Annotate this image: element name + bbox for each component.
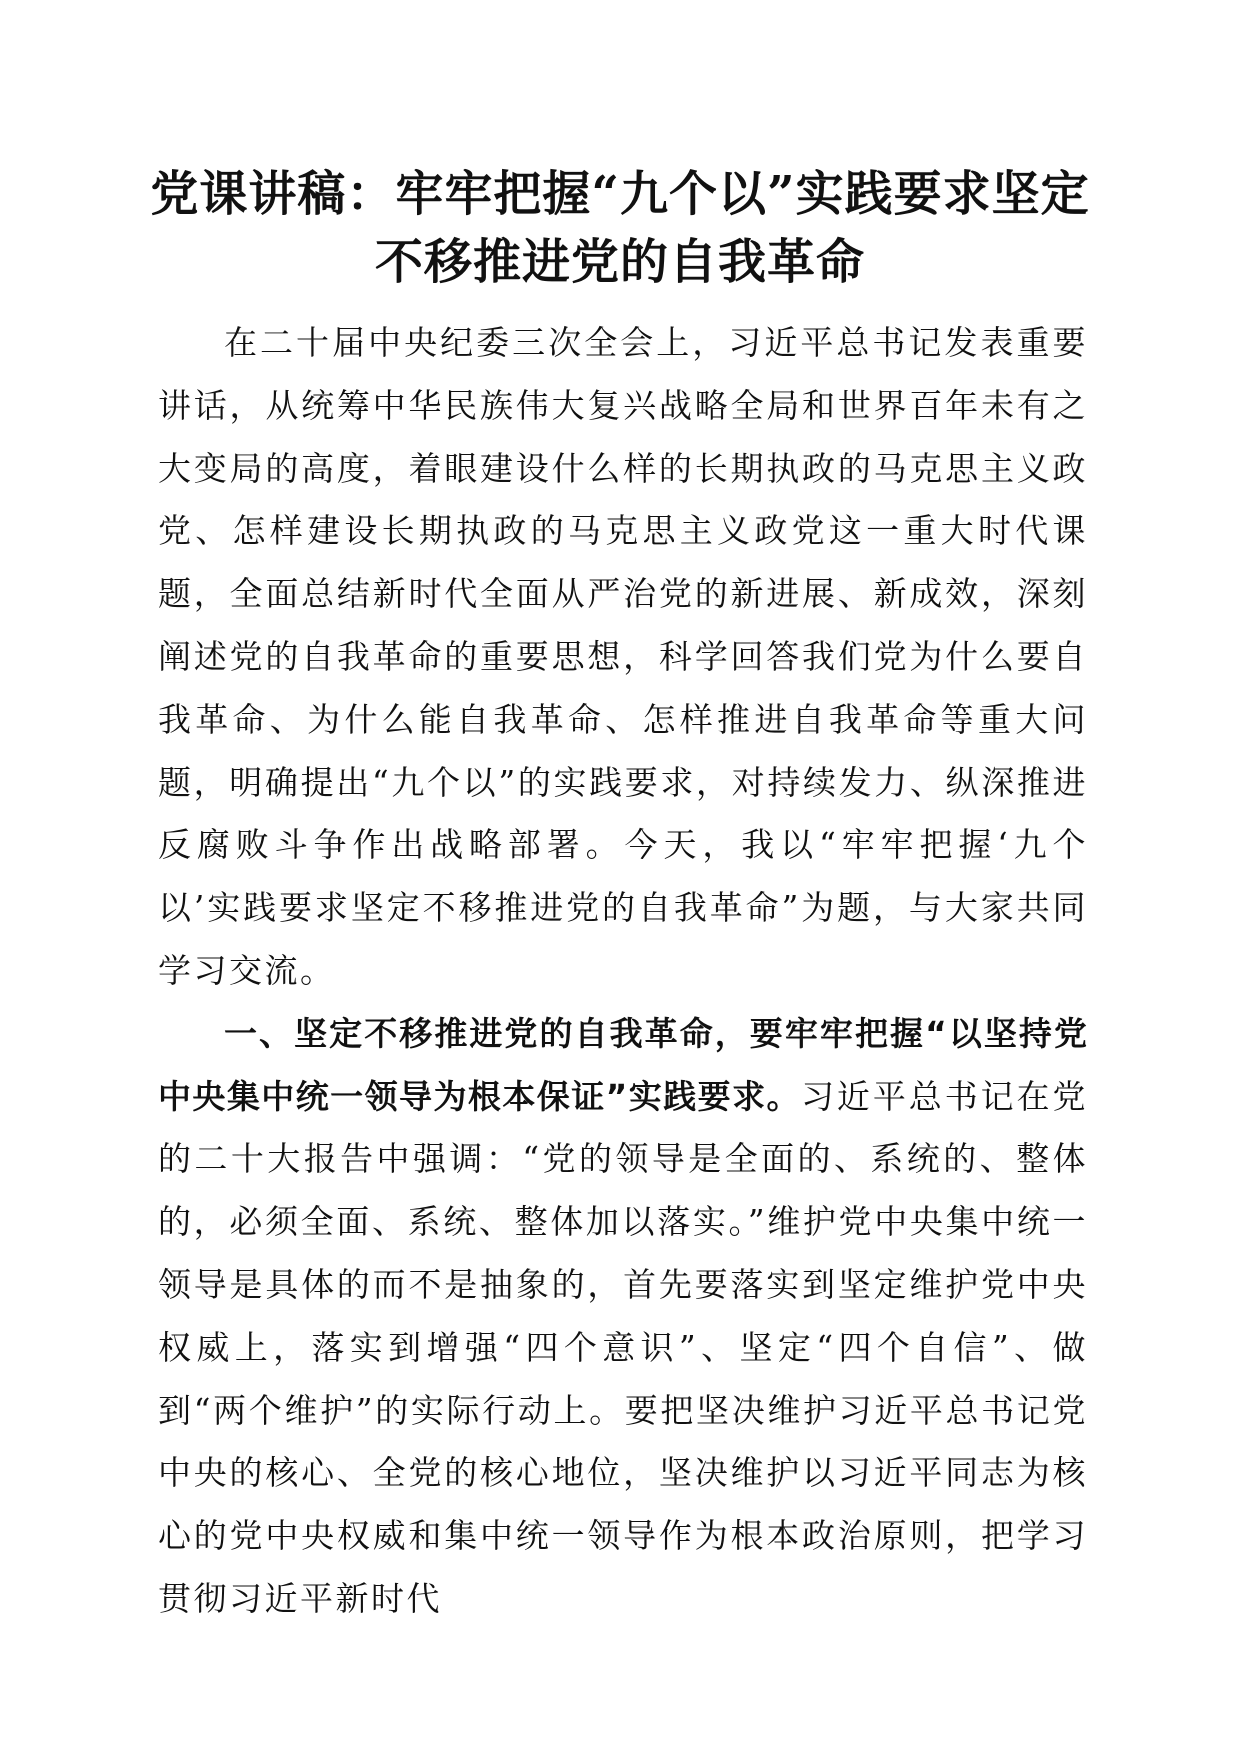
intro-paragraph: 在二十届中央纪委三次全会上，习近平总书记发表重要讲话，从统筹中华民族伟大复兴战略全局和世界百年未有之大变局的高度，着眼建设什么样的长期执政的马克思主义政党、怎样建设长期执政的马克思主义政党这一重大时代课题，全面总结新时代全面从严治党的新进展、新成效，深刻阐述党的自我革命的重要思想，科学回答我们党为什么要自我革命、为什么能自我革命、怎样推进自我革命等重大问题，明确提出“九个以”的实践要求，对持续发力、纵深推进反腐败斗争作出战略部署。今天，我以“牢牢把握‘九个以’实践要求坚定不移推进党的自我革命”为题，与大家共同学习交流。 <box>158 323 1088 990</box>
document-body <box>158 312 1088 1631</box>
title-line-1: 党课讲稿：牢牢把握“九个以”实践要求坚定 <box>150 166 1090 222</box>
section-1-body: 习近平总书记在党的二十大报告中强调：“党的领导是全面的、系统的、整体的，必须全面、系统、整体加以落实。”维护党中央集中统一领导是具体的而不是抽象的，首先要落实到坚定维护党中央权威上，落实到增强“四个意识”、坚定“四个自信”、做到“两个维护”的实际行动上。要把坚决维护习近平总书记党中央的核心、全党的核心地位，坚决维护以习近平同志为核心的党中央权威和集中统一领导作为根本政治原则，把学习贯彻习近平新时代 <box>158 1076 1088 1618</box>
document-title <box>140 160 1100 296</box>
section-1-heading: 一、坚定不移推进党的自我革命，要牢牢把握“以坚持党中央集中统一领导为根本保证”实践要求。 <box>158 1013 1088 1116</box>
title-line-2: 不移推进党的自我革命 <box>374 234 865 290</box>
section-1-paragraph <box>158 1003 1088 1631</box>
